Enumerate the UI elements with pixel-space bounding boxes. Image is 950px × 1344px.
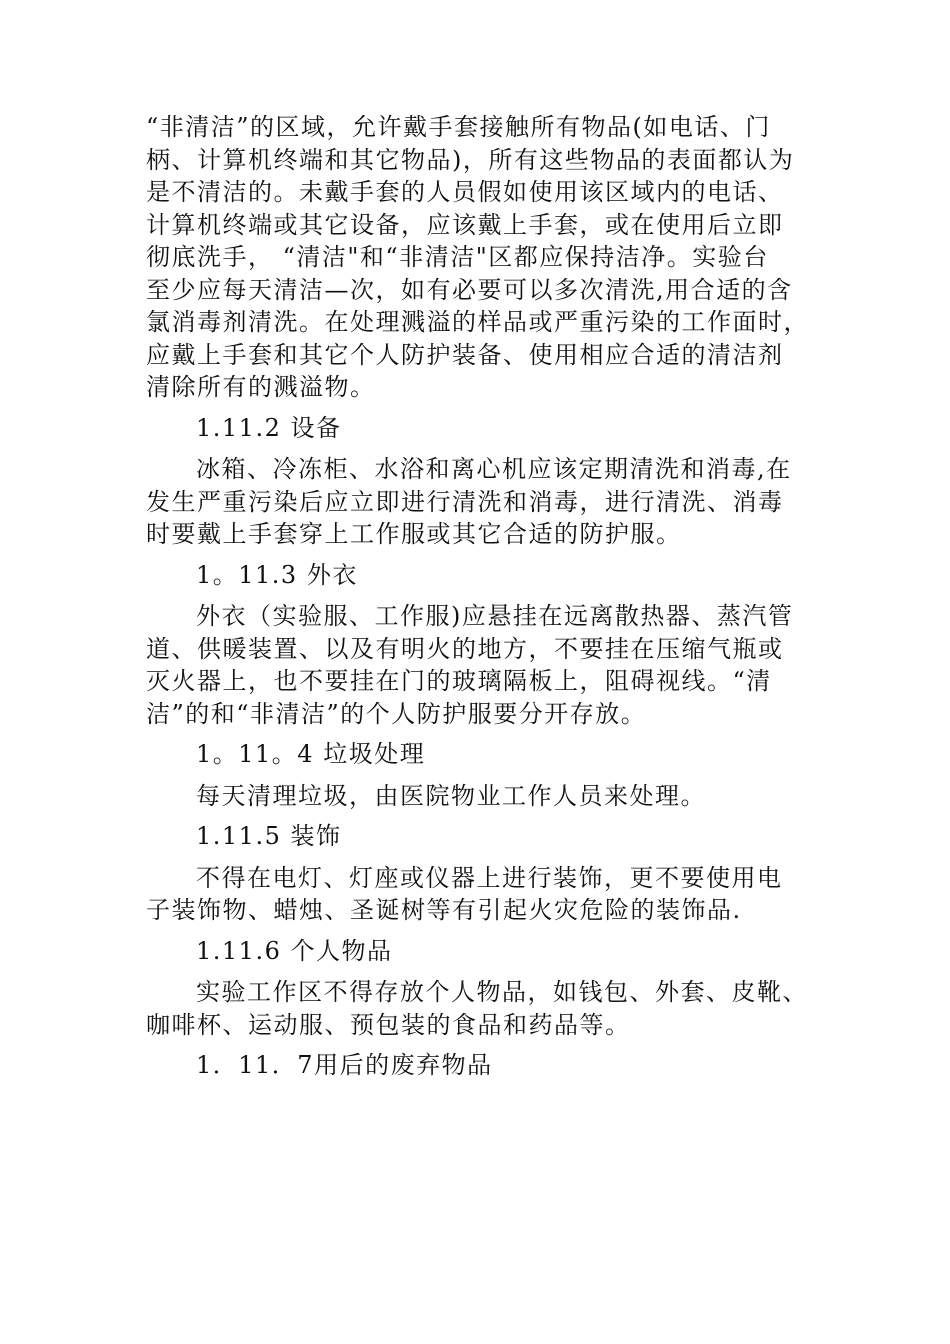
paragraph-text — [146, 111, 809, 404]
paragraph-outerwear — [146, 600, 806, 730]
paragraph-waste — [146, 780, 806, 813]
text-line: 应戴上手套和其它个人防护装备、使用相应合适的清洁剂 — [146, 340, 784, 369]
text-line: 时要戴上手套穿上工作服或其它合适的防护服。 — [146, 520, 682, 548]
text-line: 清除所有的溅溢物。 — [146, 373, 376, 401]
paragraph-personal-items — [146, 976, 806, 1041]
text-line: 咖啡杯、运动服、预包装的食品和药品等。 — [146, 1010, 631, 1039]
paragraph-text — [146, 600, 806, 730]
paragraph-decoration — [146, 862, 806, 927]
section-heading-waste: 1。11。4 垃圾处理 — [196, 740, 426, 768]
text-line: 洁”的和“非清洁”的个人防护服要分开存放。 — [146, 699, 647, 728]
text-line: 柄、计算机终端和其它物品)，所有这些物品的表面都认为 — [146, 145, 795, 174]
paragraph-text — [146, 976, 806, 1041]
text-line: 灭火器上，也不要挂在门的玻璃隔板上，阻碍视线。“清 — [146, 667, 772, 695]
text-line: 每天清理垃圾，由医院物业工作人员来处理。 — [196, 781, 706, 810]
text-line: 氯消毒剂清洗。在处理溅溢的样品或严重污染的工作面时， — [146, 308, 809, 336]
section-heading-decoration: 1.11.5 装饰 — [196, 822, 342, 850]
paragraph-text — [146, 862, 806, 927]
text-line: 冰箱、冷冻柜、水浴和离心机应该定期清洗和消毒,在 — [196, 455, 792, 483]
paragraph-text — [146, 453, 806, 551]
text-line: 发生严重污染后应立即进行清洗和消毒，进行清洗、消毒 — [146, 487, 784, 516]
paragraph-text — [146, 780, 806, 813]
document-page — [146, 111, 809, 1082]
paragraph-unclean-area — [146, 111, 809, 404]
text-line: 彻底洗手， “清洁"和“非清洁"区都应保持洁净。实验台 — [146, 243, 769, 271]
section-heading-used-waste: 1．11．7用后的废弃物品 — [196, 1051, 493, 1079]
text-line: 是不清洁的。未戴手套的人员假如使用该区域内的电话、 — [146, 178, 784, 206]
text-line: 计算机终端或其它设备，应该戴上手套，或在使用后立即 — [146, 210, 784, 239]
text-line: 子装饰物、蜡烛、圣诞树等有引起火灾危险的装饰品. — [146, 896, 742, 924]
section-heading-equipment: 1.11.2 设备 — [196, 413, 342, 442]
text-line: 外衣（实验服、工作服)应悬挂在远离散热器、蒸汽管 — [196, 602, 794, 630]
paragraph-equipment — [146, 453, 806, 551]
text-line: 不得在电灯、灯座或仪器上进行装饰，更不要使用电 — [196, 863, 783, 892]
section-heading-outerwear: 1。11.3 外衣 — [196, 560, 358, 589]
text-line: 道、供暖装置、以及有明火的地方，不要挂在压缩气瓶或 — [146, 634, 784, 663]
text-line: 实验工作区不得存放个人物品，如钱包、外套、皮靴、 — [196, 978, 808, 1006]
text-line: “非清洁”的区域，允许戴手套接触所有物品(如电话、门 — [146, 113, 771, 141]
text-line: 至少应每天清洁—次，如有必要可以多次清洗,用合适的含 — [146, 275, 793, 304]
section-heading-personal-items: 1.11.6 个人物品 — [196, 936, 393, 965]
